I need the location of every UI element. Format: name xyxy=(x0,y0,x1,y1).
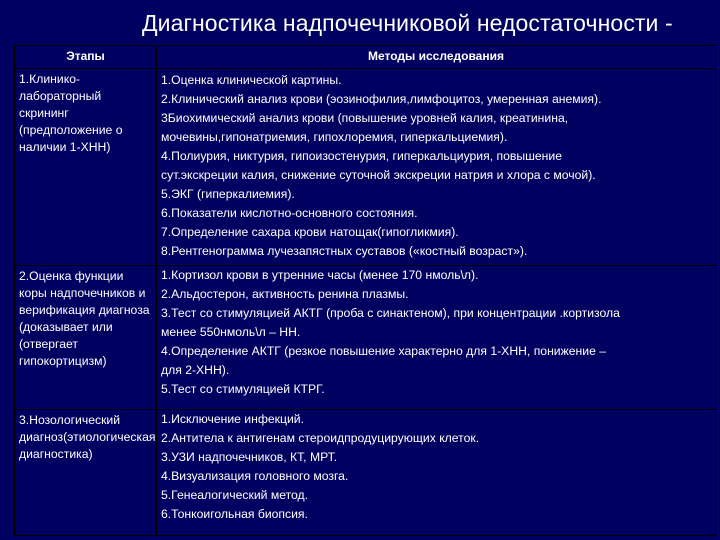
stage-cell: 1.Клинико-лабораторный скрининг (предположение о наличии 1-ХНН) xyxy=(15,69,157,266)
method-line: 5.Тест со стимуляцией КТРГ. xyxy=(161,382,325,396)
method-line: 2.Антитела к антигенам стероидпродуцирующих клеток. xyxy=(161,431,480,445)
column-header-stages: Этапы xyxy=(15,46,157,69)
method-line: 8.Рентгенограмма лучезапястных суставов («костный возраст»). xyxy=(161,244,528,258)
methods-cell xyxy=(157,69,716,266)
table-row xyxy=(15,266,716,410)
stage-cell: 2.Оценка функции коры надпочечников и верификация диагноза (доказывает или (отвергает гипокортицизм) xyxy=(15,266,157,410)
table-row xyxy=(15,410,716,536)
page-title: Диагностика надпочечниковой недостаточности - xyxy=(142,10,673,36)
method-line: 3.УЗИ надпочечников, КТ, МРТ. xyxy=(161,450,338,464)
methods-cell xyxy=(157,266,716,410)
method-line: 1.Кортизол крови в утренние часы (менее 170 нмоль\л). xyxy=(161,268,479,282)
method-line: 5.Генеалогический метод. xyxy=(161,488,309,502)
method-line: менее 550нмоль\л – НН. xyxy=(161,325,301,339)
method-line: для 2-ХНН). xyxy=(161,363,230,377)
method-line: 2.Клинический анализ крови (эозинофилия,лимфоцитоз, умеренная анемия). xyxy=(161,92,602,106)
method-line: 4.Полиурия, никтурия, гипоизостенурия, гиперкальциурия, повышение xyxy=(161,149,562,163)
method-line: 6.Тонкоигольная биопсия. xyxy=(161,507,308,521)
diagnostics-table xyxy=(14,45,716,536)
method-line: 3Биохимический анализ крови (повышение уровней калия, креатинина, xyxy=(161,111,569,125)
stage-cell: 3.Нозологический диагноз(этиологическая диагностика) xyxy=(15,410,157,536)
method-line: 4.Визуализация головного мозга. xyxy=(161,469,349,483)
method-line: 1.Оценка клинической картины. xyxy=(161,73,342,87)
method-line: 3.Тест со стимуляцией АКТГ (проба с синактеном), при концентрации .кортизола xyxy=(161,306,620,320)
method-line: 2.Альдостерон, активность ренина плазмы. xyxy=(161,287,409,301)
table-row xyxy=(15,69,716,266)
method-line: сут.экскреции калия, снижение суточной экскреции натрия и хлора с мочой). xyxy=(161,168,596,182)
method-line: 5.ЭКГ (гиперкалиемия). xyxy=(161,187,295,201)
method-line: 4.Определение АКТГ (резкое повышение характерно для 1-ХНН, понижение – xyxy=(161,344,607,358)
methods-cell xyxy=(157,410,716,536)
method-line: 1.Исключение инфекций. xyxy=(161,412,304,426)
method-line: 6.Показатели кислотно-основного состояния. xyxy=(161,206,418,220)
table-header-row xyxy=(15,46,716,69)
method-line: мочевины,гипонатриемия, гипохлоремия, гиперкальциемия). xyxy=(161,130,508,144)
column-header-methods: Методы исследования xyxy=(157,46,716,69)
method-line: 7.Определение сахара крови натощак(гипогликмия). xyxy=(161,225,459,239)
